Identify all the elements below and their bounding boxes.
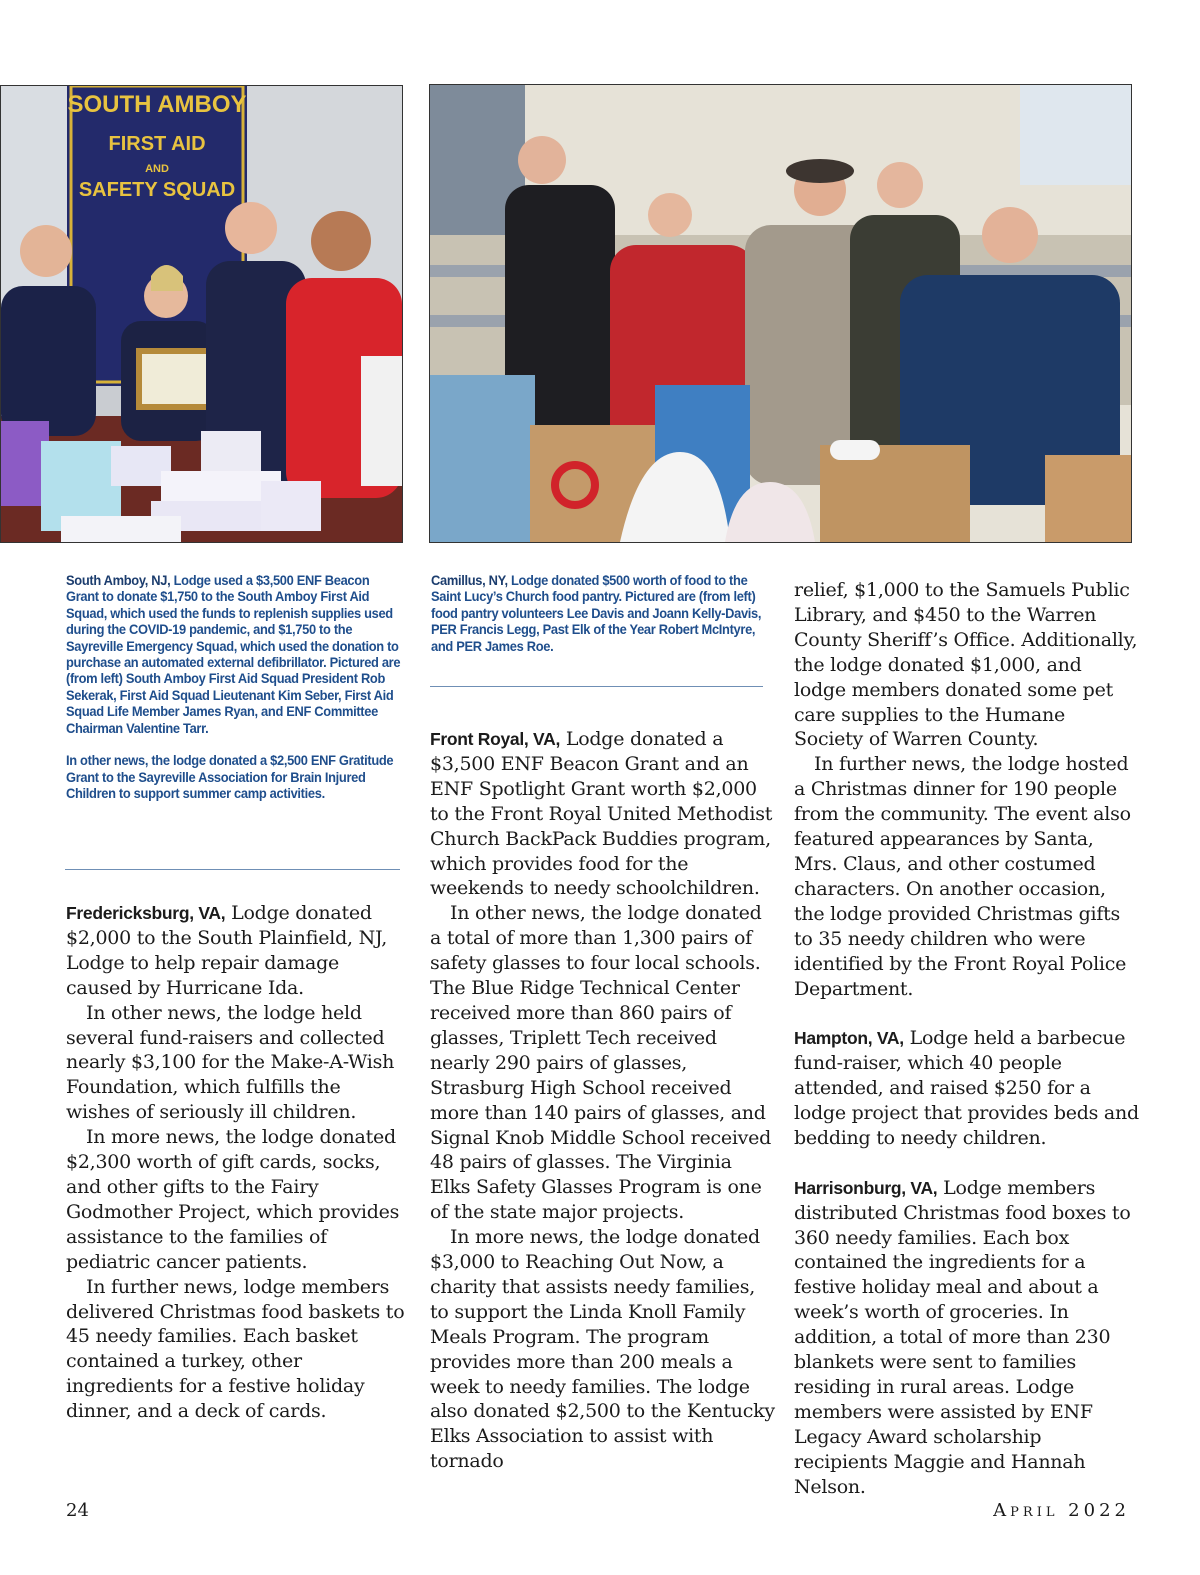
caption-camillus-text [431, 572, 764, 654]
article-place: Hampton, VA, [794, 1028, 904, 1049]
article-text: Lodge donated $2,000 to the South Plainfield, NJ, Lodge to help repair damage caused by Hurricane Ida. [66, 902, 387, 999]
article-paragraph-continued: relief, $1,000 to the Samuels Public Library, and $450 to the Warren County Sheriff’s Office. Additionally, the lodge donated $1,000, and lodge members donated some pet care supplies to the Humane Society of Warren County. [794, 579, 1138, 751]
article-paragraph: In more news, the lodge donated $3,000 to Reaching Out Now, a charity that assists needy families, to support the Linda Knoll Family Meals Program. The program provides more than 200 meals a week to needy families. The lodge also donated $2,500 to the Kentucky Elks Association to assist with tornado [430, 1226, 775, 1473]
divider-left [65, 869, 400, 870]
article-paragraph: In further news, the lodge hosted a Christmas dinner for 190 people from the community. The event also featured appearances by Santa, Mrs. Claus, and other costumed characters. On another occasion, the lodge provided Christmas gifts to 35 needy children who were identified by the Front Royal Police Department. [794, 753, 1131, 1000]
article-place: Front Royal, VA, [430, 729, 561, 749]
article-paragraph: In other news, the lodge donated a total of more than 1,300 pairs of safety glasses to four local schools. The Blue Ridge Technical Center received more than 860 pairs of glasses, Triplett Tech received nearly 290 pairs of glasses, Strasburg High School received more than 140 pairs of glasses, and Signal Knob Middle School received 48 pairs of glasses. The Virginia Elks Safety Glasses Program is one of the state major projects. [430, 902, 772, 1224]
banner-line-4: SAFETY SQUAD [78, 179, 236, 201]
divider-right [430, 686, 763, 687]
issue-date: April 2022 [993, 1500, 1130, 1521]
article-paragraph: In further news, lodge members delivered Christmas food baskets to 45 needy families. Each basket contained a turkey, other ingredients for a festive holiday dinner, and a deck of cards. [66, 1275, 405, 1423]
article-text: Lodge donated a $3,500 ENF Beacon Grant and an ENF Spotlight Grant worth $2,000 to the Front Royal United Methodist Church BackPack Buddies program, which provides food for the weekends to needy schoolchildren. [430, 728, 773, 900]
banner-line-2: FIRST AID [108, 133, 206, 155]
photo-south-amboy [0, 85, 403, 543]
article-place: Fredericksburg, VA, [66, 903, 226, 923]
caption-camillus [431, 572, 764, 654]
caption-place: Camillus, NY, [431, 572, 508, 588]
article-front-royal [430, 727, 776, 1474]
caption-note: In other news, the lodge donated a $2,500 ENF Gratitude Grant to the Sayreville Association for Brain Injured Children to support summer camp activities. [66, 752, 394, 802]
page-number: 24 [66, 1500, 89, 1521]
article-text: Lodge members distributed Christmas food boxes to 360 needy families. Each box contained the ingredients for a festive holiday meal and about a week’s worth of groceries. In addition, a total of more than 230 blankets were sent to families residing in rural areas. Lodge members were assisted by ENF Legacy Award scholarship recipients Maggie and Hannah Nelson. [794, 1176, 1131, 1498]
photo-camillus-food-pantry [429, 84, 1132, 543]
article-paragraph [430, 727, 776, 901]
caption-south-amboy-text [66, 572, 401, 736]
article-paragraph: In more news, the lodge donated $2,300 worth of gift cards, socks, and other gifts to the Fairy Godmother Project, which provides assistance to the families of pediatric cancer patients. [66, 1126, 400, 1273]
photo-south-amboy-illustration [1, 86, 402, 542]
photo-camillus-illustration [430, 85, 1131, 542]
caption-place: South Amboy, NJ, [66, 572, 171, 588]
banner-line-1: SOUTH AMBOY [67, 91, 247, 118]
article-fredericksburg [66, 901, 410, 1424]
article-hampton [794, 1026, 1139, 1151]
article-text: Lodge held a barbecue fund-raiser, which 40 people attended, and raised $250 for a lodge project that provides beds and bedding to needy children. [794, 1027, 1139, 1149]
caption-body: Lodge donated $500 worth of food to the Saint Lucy’s Church food pantry. Pictured are (from left) food pantry volunteers Lee Davis and Joann Kelly-Davis, PER Francis Legg, Past Elk of the Year Robert McIntyre, and PER James Roe. [431, 572, 762, 654]
article-paragraph: In other news, the lodge held several fund-raisers and collected nearly $3,100 for the Make-A-Wish Foundation, which fulfills the wishes of seriously ill children. [66, 1001, 395, 1124]
column-three [794, 578, 1139, 1500]
banner-line-3: AND [145, 163, 169, 175]
article-harrisonburg [794, 1176, 1139, 1500]
article-paragraph [66, 901, 410, 1001]
caption-body: Lodge used a $3,500 ENF Beacon Grant to donate $1,750 to the South Amboy First Aid Squad, which used the funds to replenish supplies used during the COVID-19 pandemic, and $1,750 to the Sayreville Emergency Squad, which used the donation to purchase an automated external defibrillator. Pictured are (from left) South Amboy First Aid Squad President Rob Sekerak, First Aid Squad Lieutenant Kim Seber, First Aid Squad Life Member James Ryan, and ENF Committee Chairman Valentine Tarr. [66, 572, 401, 736]
article-place: Harrisonburg, VA, [794, 1177, 938, 1198]
caption-south-amboy [66, 572, 401, 802]
